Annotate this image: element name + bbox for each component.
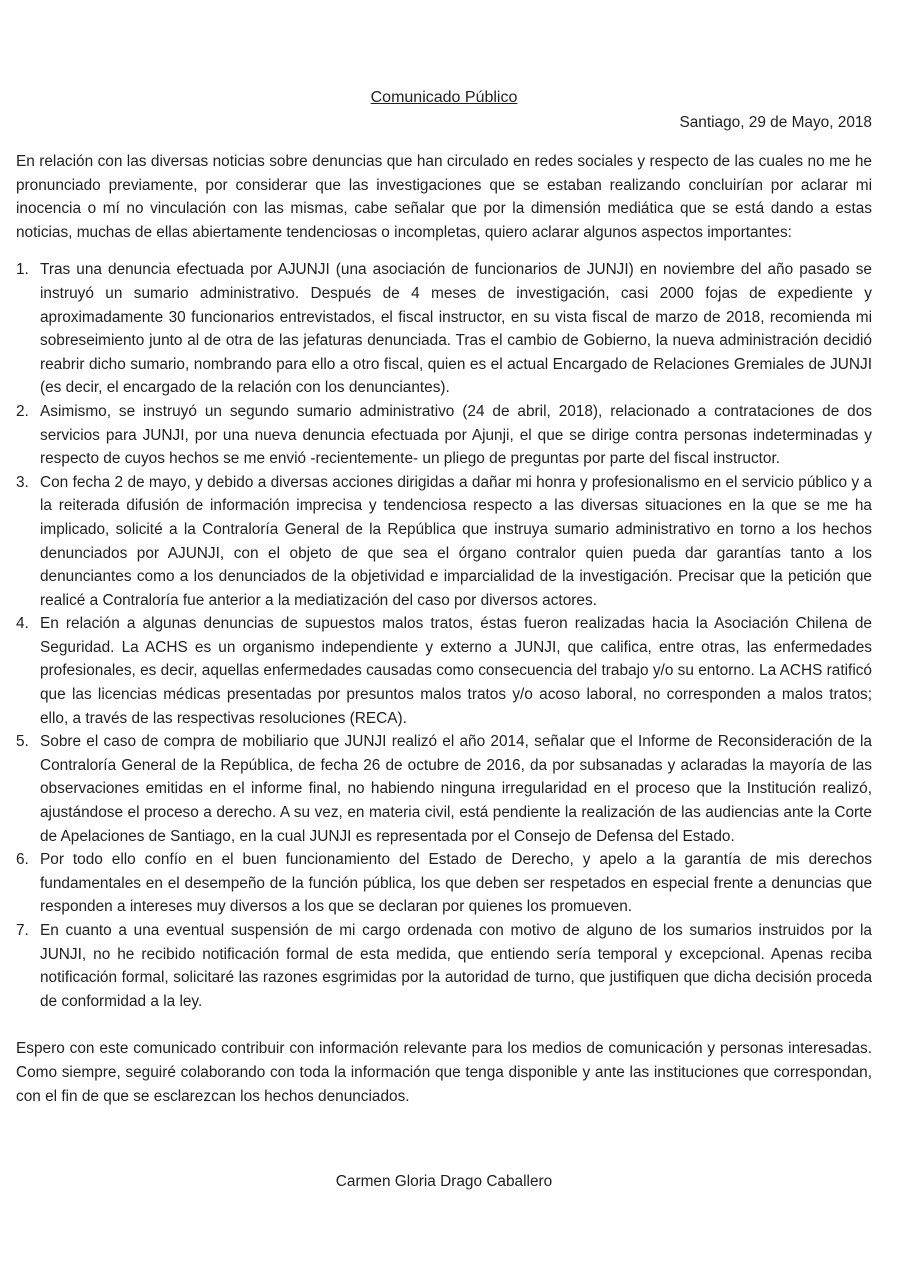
list-item-number: 7.	[16, 922, 29, 939]
list-item	[16, 612, 872, 730]
list-item-text: Sobre el caso de compra de mobiliario que JUNJI realizó el año 2014, señalar que el Informe de Reconsideración de la Contraloría General de la República, de fecha 26 de octubre de 2016, da por subsanadas y aclaradas la mayoría de las observaciones emitidas en el informe final, no habiendo ninguna irregularidad en el proceso que la Institución realizó, ajustándose el proceso a derecho. A su vez, en materia civil, está pendiente la realización de las audiencias ante la Corte de Apelaciones de Santiago, en la cual JUNJI es representada por el Consejo de Defensa del Estado.	[40, 733, 872, 845]
signature: Carmen Gloria Drago Caballero	[335, 1173, 553, 1191]
list-item	[16, 848, 872, 919]
list-item	[16, 730, 872, 848]
list-item	[16, 400, 872, 471]
list-item-text: Asimismo, se instruyó un segundo sumario administrativo (24 de abril, 2018), relacionado a contrataciones de dos servicios para JUNJI, por una nueva denuncia efectuada por Ajunji, el que se dirige contra personas indeterminadas y respecto de cuyos hechos se me envió -recientemente- un pliego de preguntas por parte del fiscal instructor.	[40, 402, 872, 468]
list-item-text: En cuanto a una eventual suspensión de mi cargo ordenada con motivo de alguno de los sumarios instruidos por la JUNJI, no he recibido notificación formal de esta medida, que entiendo sería temporal y excepcional. Apenas reciba notificación formal, solicitaré las razones esgrimidas por la autoridad de turno, que justifiquen que dicha decisión proceda de conformidad a la ley.	[40, 922, 872, 1010]
list-item-text: En relación a algunas denuncias de supuestos malos tratos, éstas fueron realizadas hacia la Asociación Chilena de Seguridad. La ACHS es un organismo independiente y externo a JUNJI, que califica, entre otras, las enfermedades profesionales, es decir, aquellas enfermedades causadas como consecuencia del trabajo y/o su entorno. La ACHS ratificó que las licencias médicas presentadas por presuntos malos tratos y/o acoso laboral, no corresponden a malos tratos; ello, a través de las respectivas resoluciones (RECA).	[40, 615, 872, 727]
list-item	[16, 919, 872, 1013]
date-line: Santiago, 29 de Mayo, 2018	[679, 114, 872, 131]
document-title: Comunicado Público	[370, 89, 518, 106]
list-item	[16, 471, 872, 613]
intro-paragraph: En relación con las diversas noticias sobre denuncias que han circulado en redes sociales y respecto de las cuales no me he pronunciado previamente, por considerar que las investigaciones que se estaban realizando concluirían por aclarar mi inocencia o mí no vinculación con las mismas, cabe señalar que por la dimensión mediática que se está dando a estas noticias, muchas de ellas abiertamente tendenciosas o incompletas, quiero aclarar algunos aspectos importantes:	[16, 153, 872, 241]
numbered-list	[16, 258, 872, 1013]
list-item-number: 5.	[16, 733, 29, 751]
document-page	[16, 86, 872, 1194]
list-item-number: 3.	[16, 473, 29, 491]
list-item-number: 2.	[16, 402, 29, 420]
list-item-number: 4.	[16, 615, 29, 633]
list-item-number: 1.	[16, 261, 29, 279]
list-item-text: Tras una denuncia efectuada por AJUNJI (una asociación de funcionarios de JUNJI) en noviembre del año pasado se instruyó un sumario administrativo. Después de 4 meses de investigación, casi 2000 fojas de expediente y aproximadamente 30 funcionarios entrevistados, el fiscal instructor, en su vista fiscal de marzo de 2018, recomienda mi sobreseimiento junto al de otra de las jefaturas denunciada. Tras el cambio de Gobierno, la nueva administración decidió reabrir dicho sumario, nombrando para ello a otro fiscal, quien es el actual Encargado de Relaciones Gremiales de JUNJI (es decir, el encargado de la relación con los denunciantes).	[40, 261, 872, 397]
list-item-text: Por todo ello confío en el buen funcionamiento del Estado de Derecho, y apelo a la garantía de mis derechos fundamentales en el desempeño de la función pública, los que deben ser respetados en especial frente a denuncias que responden a intereses muy diversos a los que se declaran por quienes los promueven.	[40, 851, 872, 916]
list-item-text: Con fecha 2 de mayo, y debido a diversas acciones dirigidas a dañar mi honra y profesionalismo en el servicio público y a la reiterada difusión de información imprecisa y tendenciosa respecto a las diversas situaciones en la que se me ha implicado, solicité a la Contraloría General de la República que instruya sumario administrativo en torno a los hechos denunciados por AJUNJI, con el objeto de que sea el órgano contralor quien pueda dar garantías tanto a los denunciantes como a los denunciados de la objetividad e imparcialidad de la investigación. Precisar que la petición que realicé a Contraloría fue anterior a la mediatización del caso por diversos actores.	[40, 473, 872, 609]
closing-paragraph: Espero con este comunicado contribuir con información relevante para los medios de comunicación y personas interesadas. Como siempre, seguiré colaborando con toda la información que tenga disponible y ante las instituciones que correspondan, con el fin de que se esclarezcan los hechos denunciados.	[16, 1040, 872, 1105]
list-item	[16, 258, 872, 400]
list-item-number: 6.	[16, 851, 29, 869]
